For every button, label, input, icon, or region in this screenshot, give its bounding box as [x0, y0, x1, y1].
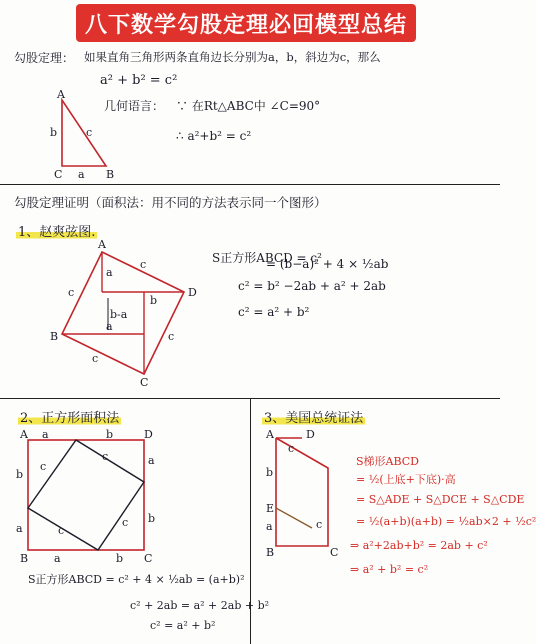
- square-line-1: S正方形ABCD = c² + 4 × ½ab = (a+b)²: [28, 573, 245, 586]
- zhao-label-c-left: c: [68, 286, 75, 299]
- zhao-shuang-diagram: [40, 240, 210, 390]
- president-line-3: = S△ADE + S△DCE + S△CDE: [356, 493, 525, 506]
- zhao-label-c-vertex: C: [140, 376, 149, 389]
- vertex-label-a: A: [57, 88, 65, 101]
- zhao-line-3: c² = b² −2ab + a² + 2ab: [238, 279, 386, 293]
- zhao-label-a-vertex: A: [98, 238, 106, 251]
- side-label-a: a: [78, 168, 85, 181]
- square-label-b-bottom: b: [116, 552, 124, 565]
- square-label-c-vertex: C: [144, 552, 153, 565]
- square-method-title: 2、正方形面积法: [20, 411, 120, 426]
- side-label-c: c: [86, 126, 93, 139]
- geometry-because: ∵ 在Rt△ABC中 ∠C=90°: [176, 99, 321, 113]
- square-label-b-right: b: [148, 512, 156, 525]
- zhao-line-4: c² = a² + b²: [238, 305, 310, 319]
- zhao-label-c-top: c: [140, 258, 147, 271]
- square-label-a-vertex: A: [20, 428, 28, 441]
- proof-heading: 勾股定理证明（面积法：用不同的方法表示同一个图形）: [14, 195, 327, 210]
- president-label-d: D: [306, 428, 315, 441]
- president-line-4: = ½(a+b)(a+b) = ½ab×2 + ½c²: [356, 515, 536, 528]
- president-label-b-vertex: B: [266, 546, 275, 559]
- zhao-label-c-right: c: [168, 330, 175, 343]
- president-label-a-vertex: A: [266, 428, 274, 441]
- zhao-label-b-side: b: [150, 294, 158, 307]
- president-label-c-lower: c: [316, 518, 323, 531]
- zhao-label-d: D: [188, 286, 197, 299]
- square-label-c-2: c: [40, 460, 47, 473]
- president-label-e: E: [266, 502, 275, 515]
- geometry-therefore: ∴ a²+b² = c²: [176, 129, 252, 143]
- square-label-a-right: a: [148, 454, 155, 467]
- president-label-b-side: b: [266, 466, 274, 479]
- square-label-b-top: b: [106, 428, 114, 441]
- theorem-heading: 勾股定理：: [14, 51, 75, 65]
- zhao-label-a-mid: a: [106, 320, 113, 333]
- side-label-b: b: [50, 126, 58, 139]
- square-label-a-left: a: [16, 522, 23, 535]
- square-line-2: c² + 2ab = a² + 2ab + b²: [130, 599, 270, 612]
- zhao-line-2: = (b−a)² + 4 × ½ab: [266, 257, 389, 271]
- theorem-text: 如果直角三角形两条直角边长分别为a，b，斜边为c，那么: [84, 50, 381, 64]
- square-label-c-3: c: [122, 516, 129, 529]
- president-method-title: 3、美国总统证法: [264, 411, 364, 426]
- square-label-a-bottom: a: [54, 552, 61, 565]
- zhao-title: 1、赵爽弦图.: [18, 225, 96, 240]
- right-triangle-figure: [40, 86, 120, 182]
- president-line-5: ⇒ a²+2ab+b² = 2ab + c²: [350, 539, 488, 552]
- page-title: 八下数学勾股定理必回模型总结: [76, 4, 416, 42]
- president-line-1: S梯形ABCD: [356, 455, 420, 468]
- zhao-line-1: S正方形ABCD = c²: [212, 251, 322, 265]
- president-label-a-side: a: [266, 520, 273, 533]
- vertex-label-c: C: [54, 168, 63, 181]
- president-line-6: ⇒ a² + b² = c²: [350, 563, 429, 576]
- zhao-label-c-bottom: c: [92, 352, 99, 365]
- trapezoid-diagram: [262, 428, 342, 558]
- section-divider: [0, 184, 500, 185]
- square-label-d: D: [144, 428, 153, 441]
- square-label-b-vertex: B: [20, 552, 29, 565]
- zhao-label-b-minus-a: b-a: [110, 308, 128, 321]
- theorem-formula: a² + b² = c²: [100, 73, 178, 88]
- square-line-3: c² = a² + b²: [150, 619, 216, 632]
- square-label-b-left: b: [16, 468, 24, 481]
- zhao-label-b-vertex: B: [50, 330, 59, 343]
- square-label-c-4: c: [58, 524, 65, 537]
- zhao-label-a-top: a: [106, 266, 113, 279]
- president-label-c-side: c: [288, 442, 295, 455]
- square-area-diagram: [14, 430, 164, 564]
- square-label-c-1: c: [102, 450, 109, 463]
- square-label-a-top: a: [42, 428, 49, 441]
- vertex-label-b: B: [106, 168, 115, 181]
- geometry-language-label: 几何语言：: [104, 99, 165, 113]
- president-label-c-vertex: C: [330, 546, 339, 559]
- president-line-2: = ½(上底+下底)·高: [356, 473, 456, 486]
